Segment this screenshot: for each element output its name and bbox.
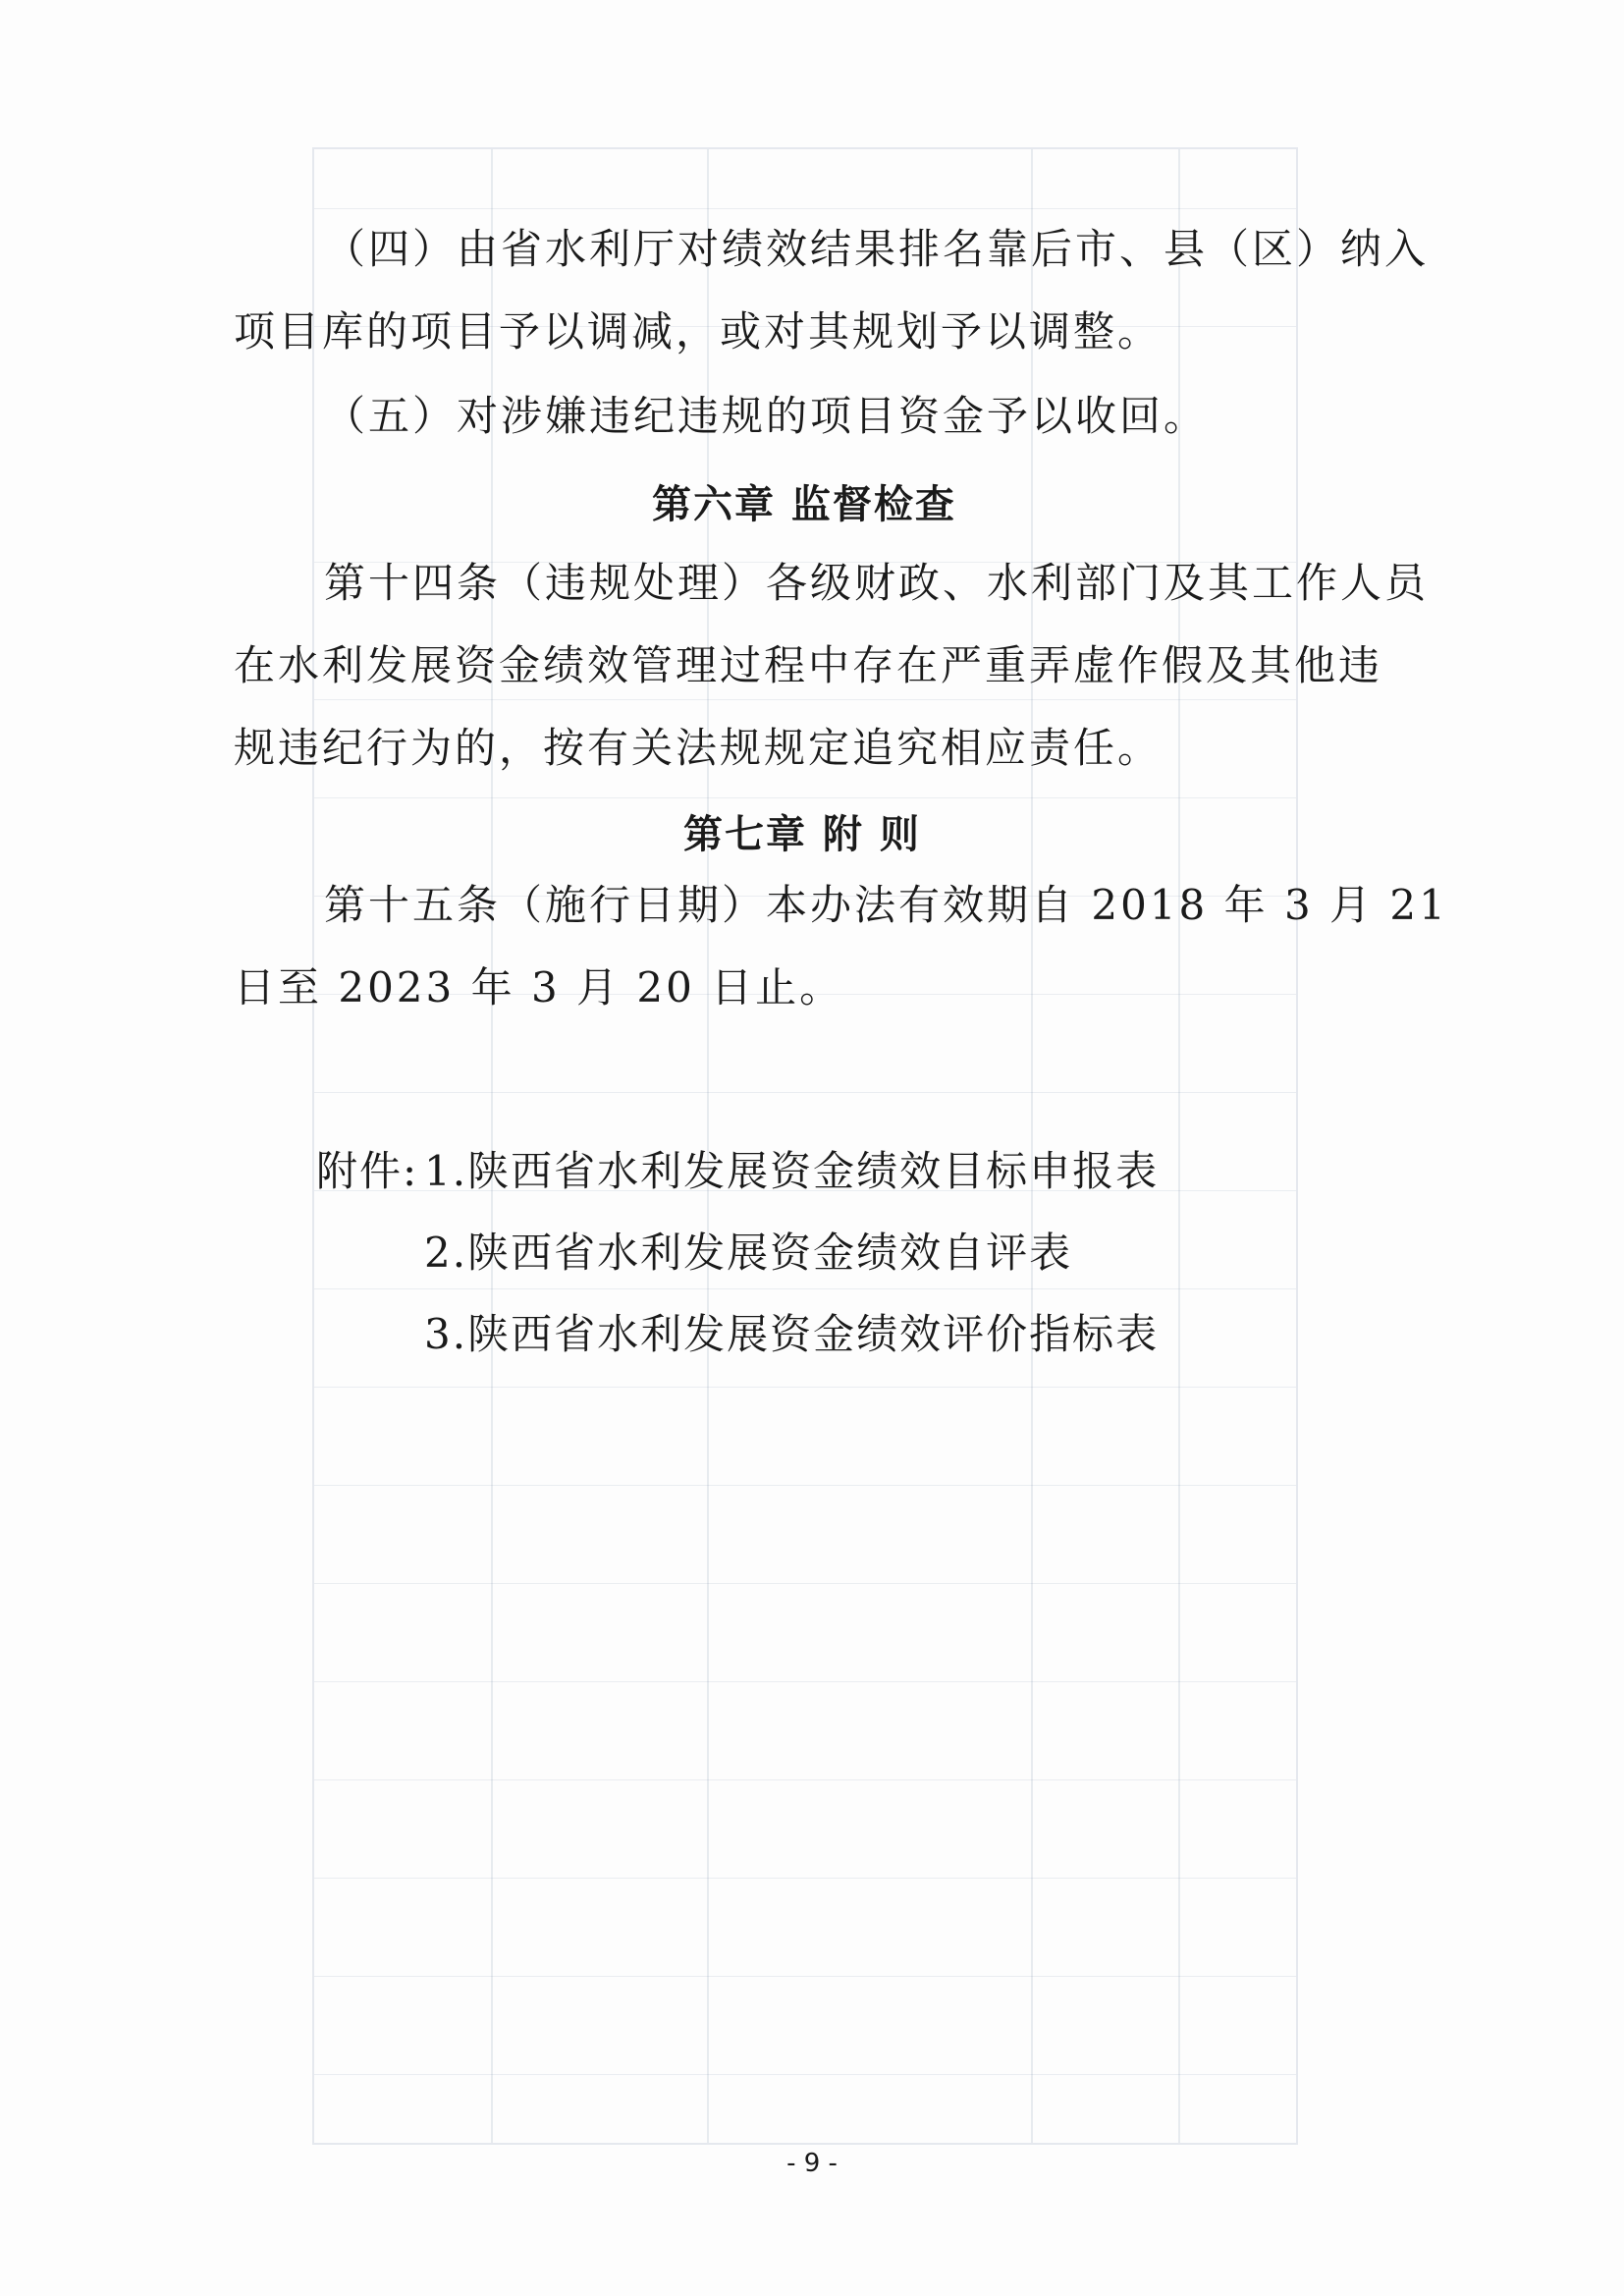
attachment-item-3: 3.陕西省水利发展资金绩效评价指标表 (424, 1310, 1160, 1358)
attachments-label: 附件: (316, 1147, 419, 1195)
article-14-line-3: 规违纪行为的，按有关法规规定追究相应责任。 (234, 724, 1163, 772)
chapter-7-heading: 第七章 附 则 (683, 812, 921, 857)
attachment-item-1: 1.陕西省水利发展资金绩效目标申报表 (424, 1147, 1160, 1195)
article-14-line-1: 第十四条（违规处理）各级财政、水利部门及其工作人员 (324, 559, 1430, 607)
body-line-3: （五）对涉嫌违纪违规的项目资金予以收回。 (324, 392, 1209, 440)
attachment-item-2: 2.陕西省水利发展资金绩效自评表 (424, 1229, 1073, 1277)
article-15-line-2: 日至 2023 年 3 月 20 日止。 (234, 963, 844, 1011)
chapter-6-heading: 第六章 监督检查 (652, 482, 956, 527)
body-line-2: 项目库的项目予以调减，或对其规划予以调整。 (234, 307, 1163, 355)
article-15-line-1: 第十五条（施行日期）本办法有效期自 2018 年 3 月 21 (324, 881, 1448, 929)
page-number: - 9 - (786, 2149, 838, 2178)
body-line-1: （四）由省水利厅对绩效结果排名靠后市、县（区）纳入 (324, 225, 1430, 273)
article-14-line-2: 在水利发展资金绩效管理过程中存在严重弄虚作假及其他违 (234, 641, 1383, 689)
